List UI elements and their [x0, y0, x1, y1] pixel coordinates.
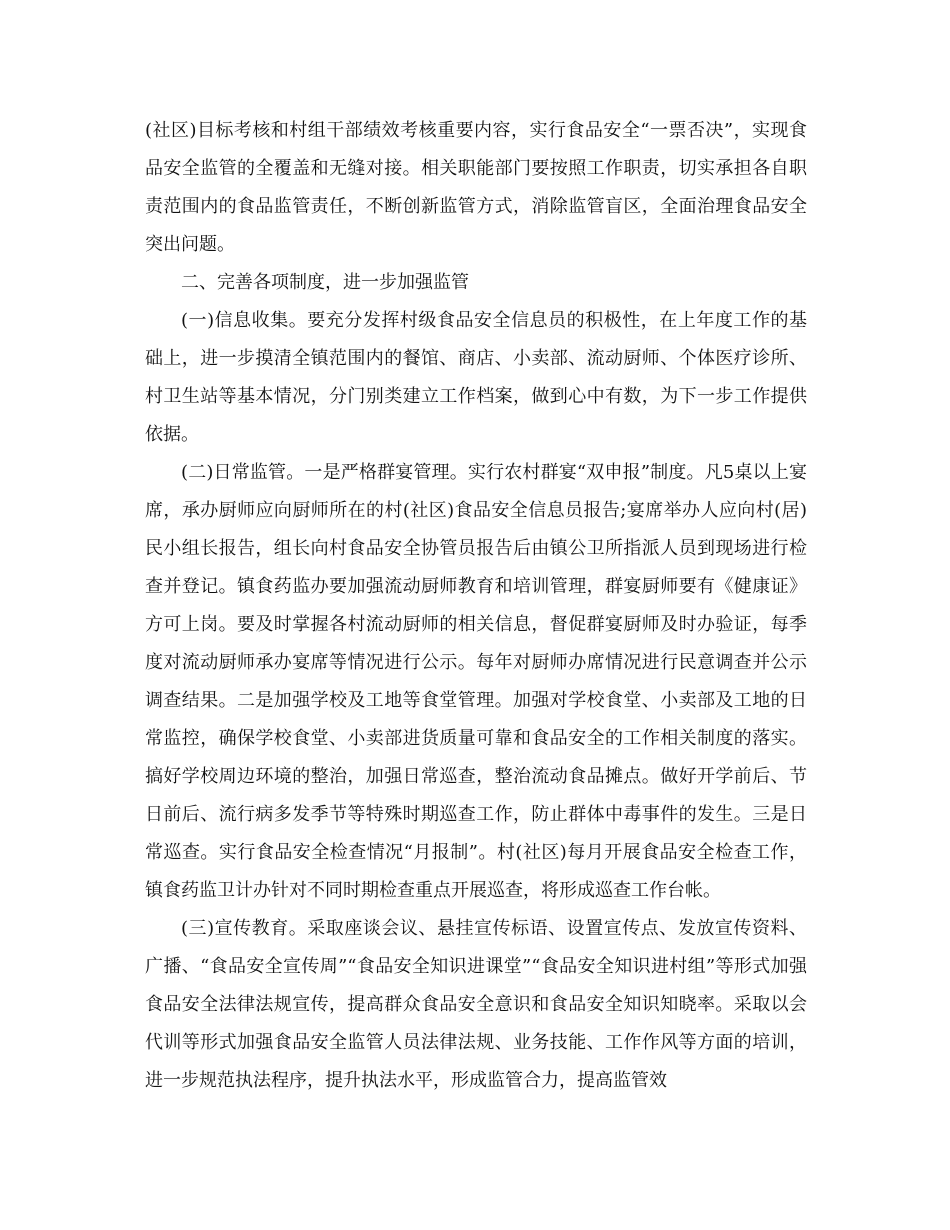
document-body [145, 112, 807, 1100]
paragraph-info-collection: (一)信息收集。要充分发挥村级食品安全信息员的积极性，在上年度工作的基础上，进一步摸清全镇范围内的餐馆、商店、小卖部、流动厨师、个体医疗诊所、村卫生站等基本情况，分门别类建立工作档案，做到心中有数，为下一步工作提供依据。 [145, 310, 807, 445]
paragraph-publicity-education: (三)宣传教育。采取座谈会议、悬挂宣传标语、设置宣传点、发放宣传资料、广播、“食品安全宣传周”“食品安全知识进课堂”“食品安全知识进村组”等形式加强食品安全法律法规宣传，提高群众食品安全意识和食品安全知识知晓率。采取以会代训等形式加强食品安全监管人员法律法规、业务技能、工作作风等方面的培训，进一步规范执法程序，提升执法水平，形成监管合力，提高监管效 [145, 918, 807, 1091]
paragraph-daily-supervision: (二)日常监管。一是严格群宴管理。实行农村群宴“双申报”制度。凡5桌以上宴席，承办厨师应向厨师所在的村(社区)食品安全信息员报告;宴席举办人应向村(居)民小组长报告，组长向村食品安全协管员报告后由镇公卫所指派人员到现场进行检查并登记。镇食药监办要加强流动厨师教育和培训管理，群宴厨师要有《健康证》方可上岗。要及时掌握各村流动厨师的相关信息，督促群宴厨师及时办验证，每季度对流动厨师承办宴席等情况进行公示。每年对厨师办席情况进行民意调查并公示调查结果。二是加强学校及工地等食堂管理。加强对学校食堂、小卖部及工地的日常监控，确保学校食堂、小卖部进货质量可靠和食品安全的工作相关制度的落实。搞好学校周边环境的整治，加强日常巡查，整治流动食品摊点。做好开学前后、节日前后、流行病多发季节等特殊时期巡查工作，防止群体中毒事件的发生。三是日常巡查。实行食品安全检查情况“月报制”。村(社区)每月开展食品安全检查工作，镇食药监卫计办针对不同时期检查重点开展巡查，将形成巡查工作台帐。 [145, 462, 807, 901]
paragraph-continued: (社区)目标考核和村组干部绩效考核重要内容，实行食品安全“一票否决”，实现食品安全监管的全覆盖和无缝对接。相关职能部门要按照工作职责，切实承担各自职责范围内的食品监管责任，不断创新监管方式，消除监管盲区，全面治理食品安全突出问题。 [145, 120, 807, 255]
section-heading: 二、完善各项制度，进一步加强监管 [181, 272, 469, 293]
